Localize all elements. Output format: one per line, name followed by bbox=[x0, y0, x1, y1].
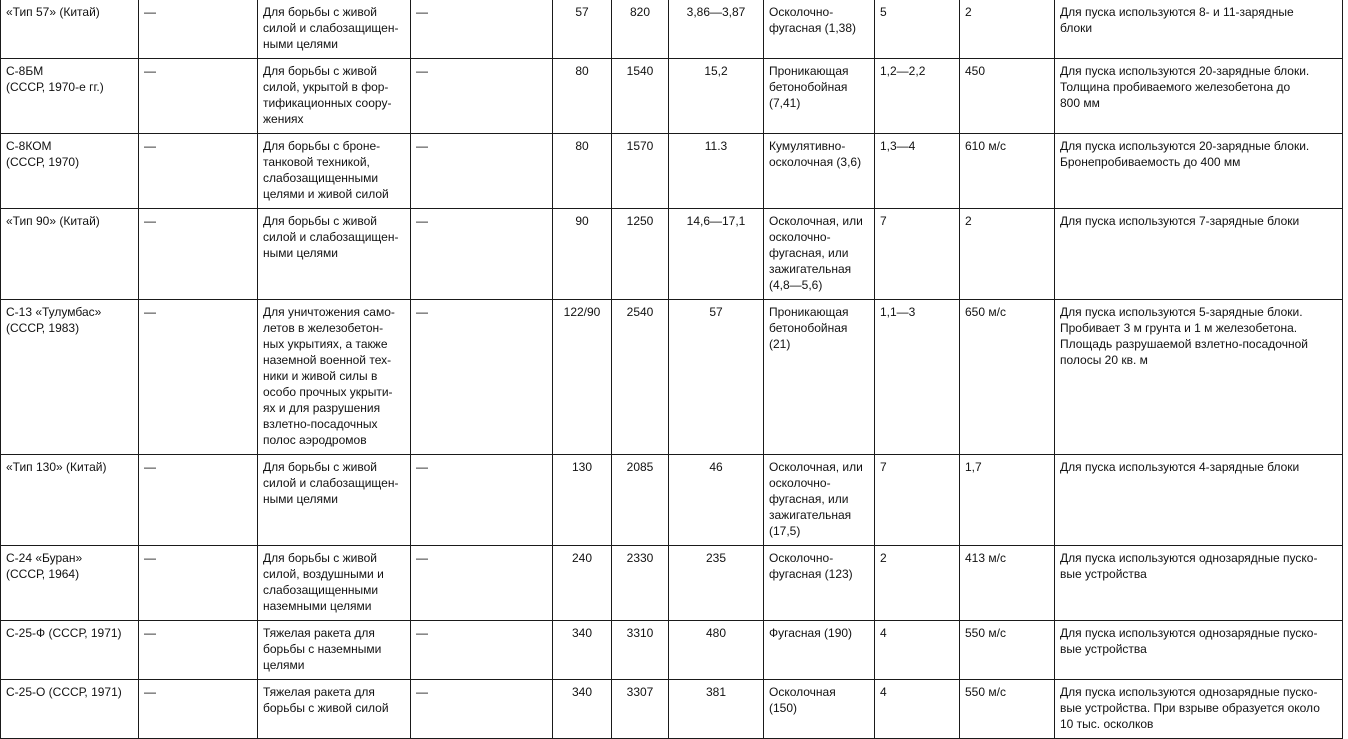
row-purpose: Для борьбы с живой силой и слабозащищен- ными целями bbox=[258, 0, 411, 58]
row-notes: Для пуска используются однозарядные пуско- вые устройства. При взрыве образуется около 10 тыс. осколков bbox=[1055, 679, 1343, 738]
row-col10: 550 м/с bbox=[960, 620, 1055, 679]
row-name: С-13 «Тулумбас» (СССР, 1983) bbox=[1, 299, 139, 454]
row-col4-dash: — bbox=[411, 299, 553, 454]
row-caliber: 130 bbox=[553, 454, 612, 545]
row-col9: 7 bbox=[875, 454, 960, 545]
row-mass: 15,2 bbox=[669, 58, 764, 133]
row-col9: 7 bbox=[875, 208, 960, 299]
row-col4-dash: — bbox=[411, 545, 553, 620]
row-notes: Для пуска используются 4-зарядные блоки bbox=[1055, 454, 1343, 545]
row-name: «Тип 57» (Китай) bbox=[1, 0, 139, 58]
row-length: 2085 bbox=[612, 454, 669, 545]
row-notes: Для пуска используются однозарядные пуско- вые устройства bbox=[1055, 620, 1343, 679]
row-warhead: Осколочная (150) bbox=[764, 679, 875, 738]
row-col10: 550 м/с bbox=[960, 679, 1055, 738]
row-warhead: Фугасная (190) bbox=[764, 620, 875, 679]
table-row bbox=[1, 133, 1343, 208]
row-col10: 413 м/с bbox=[960, 545, 1055, 620]
row-purpose: Для борьбы с живой силой, воздушными и слабозащищенными наземными целями bbox=[258, 545, 411, 620]
row-mass: 14,6—17,1 bbox=[669, 208, 764, 299]
row-purpose: Для борьбы с броне- танковой техникой, слабозащищенными целями и живой силой bbox=[258, 133, 411, 208]
row-mass: 480 bbox=[669, 620, 764, 679]
row-purpose: Для борьбы с живой силой и слабозащищен- ными целями bbox=[258, 454, 411, 545]
row-notes: Для пуска используются однозарядные пуско- вые устройства bbox=[1055, 545, 1343, 620]
row-col4-dash: — bbox=[411, 0, 553, 58]
row-name: С-25-О (СССР, 1971) bbox=[1, 679, 139, 738]
row-length: 3307 bbox=[612, 679, 669, 738]
row-col2-dash: — bbox=[139, 58, 258, 133]
row-caliber: 57 bbox=[553, 0, 612, 58]
row-length: 1250 bbox=[612, 208, 669, 299]
row-purpose: Для борьбы с живой силой и слабозащищен- ными целями bbox=[258, 208, 411, 299]
table-row bbox=[1, 545, 1343, 620]
row-col4-dash: — bbox=[411, 58, 553, 133]
row-name: «Тип 130» (Китай) bbox=[1, 454, 139, 545]
row-col10: 610 м/с bbox=[960, 133, 1055, 208]
row-length: 1540 bbox=[612, 58, 669, 133]
table-row bbox=[1, 0, 1343, 58]
row-notes: Для пуска используются 8- и 11-зарядные блоки bbox=[1055, 0, 1343, 58]
row-mass: 235 bbox=[669, 545, 764, 620]
row-col9: 4 bbox=[875, 679, 960, 738]
row-mass: 381 bbox=[669, 679, 764, 738]
row-purpose: Для борьбы с живой силой, укрытой в фор- тификационных соору- жениях bbox=[258, 58, 411, 133]
row-mass: 11.3 bbox=[669, 133, 764, 208]
row-col9: 1,2—2,2 bbox=[875, 58, 960, 133]
row-col10: 650 м/с bbox=[960, 299, 1055, 454]
row-warhead: Осколочная, или осколочно- фугасная, или зажигательная (17,5) bbox=[764, 454, 875, 545]
row-length: 1570 bbox=[612, 133, 669, 208]
row-col4-dash: — bbox=[411, 208, 553, 299]
row-col10: 2 bbox=[960, 0, 1055, 58]
row-col9: 1,1—3 bbox=[875, 299, 960, 454]
row-mass: 46 bbox=[669, 454, 764, 545]
row-notes: Для пуска используются 20-зарядные блоки. Толщина пробиваемого железобетона до 800 мм bbox=[1055, 58, 1343, 133]
row-col2-dash: — bbox=[139, 0, 258, 58]
row-col4-dash: — bbox=[411, 454, 553, 545]
row-col9: 4 bbox=[875, 620, 960, 679]
table-body bbox=[1, 0, 1343, 738]
row-col2-dash: — bbox=[139, 620, 258, 679]
row-length: 820 bbox=[612, 0, 669, 58]
row-caliber: 122/90 bbox=[553, 299, 612, 454]
table-row bbox=[1, 58, 1343, 133]
row-caliber: 80 bbox=[553, 133, 612, 208]
table-row bbox=[1, 620, 1343, 679]
row-col10: 2 bbox=[960, 208, 1055, 299]
table-row bbox=[1, 679, 1343, 738]
row-notes: Для пуска используются 20-зарядные блоки. Бронепробиваемость до 400 мм bbox=[1055, 133, 1343, 208]
row-name: «Тип 90» (Китай) bbox=[1, 208, 139, 299]
row-name: С-8БМ (СССР, 1970-е гг.) bbox=[1, 58, 139, 133]
row-purpose: Для уничтожения само- летов в железобетон- ных укрытиях, а также наземной военной тех- ники и живой силы в особо прочных укрыти- ях и для разрушения взлетно-посадочных полос аэродромов bbox=[258, 299, 411, 454]
row-col9: 2 bbox=[875, 545, 960, 620]
row-notes: Для пуска используются 5-зарядные блоки. Пробивает 3 м грунта и 1 м железобетона. Площадь разрушаемой взлетно-посадочной полосы 20 кв. м bbox=[1055, 299, 1343, 454]
row-mass: 3,86—3,87 bbox=[669, 0, 764, 58]
row-col4-dash: — bbox=[411, 133, 553, 208]
row-col4-dash: — bbox=[411, 679, 553, 738]
table-row bbox=[1, 299, 1343, 454]
row-caliber: 340 bbox=[553, 679, 612, 738]
row-col2-dash: — bbox=[139, 299, 258, 454]
row-col2-dash: — bbox=[139, 208, 258, 299]
row-purpose: Тяжелая ракета для борьбы с живой силой bbox=[258, 679, 411, 738]
row-length: 2540 bbox=[612, 299, 669, 454]
row-warhead: Осколочно- фугасная (123) bbox=[764, 545, 875, 620]
row-mass: 57 bbox=[669, 299, 764, 454]
row-purpose: Тяжелая ракета для борьбы с наземными целями bbox=[258, 620, 411, 679]
row-caliber: 90 bbox=[553, 208, 612, 299]
row-warhead: Осколочная, или осколочно- фугасная, или зажигательная (4,8—5,6) bbox=[764, 208, 875, 299]
row-col10: 450 bbox=[960, 58, 1055, 133]
row-caliber: 80 bbox=[553, 58, 612, 133]
row-warhead: Проникающая бетонобойная (21) bbox=[764, 299, 875, 454]
row-warhead: Осколочно- фугасная (1,38) bbox=[764, 0, 875, 58]
row-warhead: Кумулятивно- осколочная (3,6) bbox=[764, 133, 875, 208]
row-col2-dash: — bbox=[139, 545, 258, 620]
row-name: С-8КОМ (СССР, 1970) bbox=[1, 133, 139, 208]
row-notes: Для пуска используются 7-зарядные блоки bbox=[1055, 208, 1343, 299]
row-name: С-25-Ф (СССР, 1971) bbox=[1, 620, 139, 679]
table-row bbox=[1, 208, 1343, 299]
row-col2-dash: — bbox=[139, 133, 258, 208]
row-caliber: 340 bbox=[553, 620, 612, 679]
row-col4-dash: — bbox=[411, 620, 553, 679]
row-col9: 1,3—4 bbox=[875, 133, 960, 208]
row-col10: 1,7 bbox=[960, 454, 1055, 545]
row-name: С-24 «Буран» (СССР, 1964) bbox=[1, 545, 139, 620]
table-row bbox=[1, 454, 1343, 545]
row-caliber: 240 bbox=[553, 545, 612, 620]
row-length: 2330 bbox=[612, 545, 669, 620]
row-col2-dash: — bbox=[139, 454, 258, 545]
row-warhead: Проникающая бетонобойная (7,41) bbox=[764, 58, 875, 133]
row-length: 3310 bbox=[612, 620, 669, 679]
row-col9: 5 bbox=[875, 0, 960, 58]
row-col2-dash: — bbox=[139, 679, 258, 738]
